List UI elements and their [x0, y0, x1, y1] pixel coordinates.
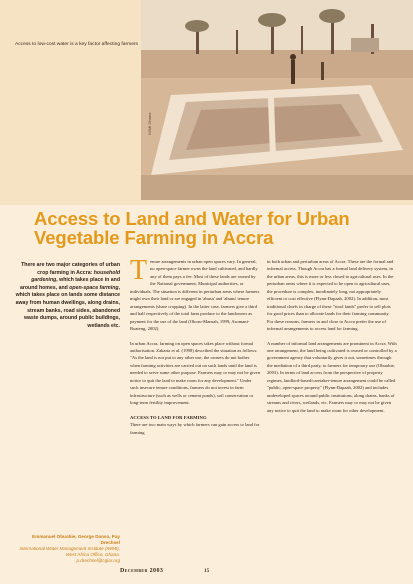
drop-cap: T [130, 255, 148, 286]
footer-page-number: 15 [204, 568, 210, 574]
body-paragraph: ACCESS TO LAND FOR FARMING There are two main ways by which farmers can gain access to land for farming [130, 414, 260, 435]
photo-caption: Access to low-cost water is a key factor affecting farmers [14, 42, 138, 47]
section-subheading: ACCESS TO LAND FOR FARMING [130, 414, 207, 420]
photo-credit: IWMI Ghana [147, 112, 152, 135]
body-column-right [267, 258, 397, 421]
article-photo [141, 0, 413, 200]
body-paragraph: Tenure arrangements in urban open spaces vary. In general, no open-space farmer owns the land cultivated, and hardly any of them pays a fee. Most of these lands are owned by the National government, Municipal authorities, or individuals. The situation is different in periurban areas where farmers might own their land or are engaged in 'abusa' and 'abunu' tenure arrangements (share cropping). In the latter case, farmers give a third and half respectively of the total farm produce to the landowner as payment for the use of the land (Okoru-Mansah, 1999; Asomani-Boateng, 2002). [130, 255, 260, 332]
body-paragraph: in both urban and periurban areas of Accra. These are the formal and informal access. Though Accra has a formal land delivery system, in the urban areas, this is more or less closed to agricultural uses. In the periurban areas where it is expected to be open to agricultural uses, the procedure is complex, inordinately long, not appropriately efficient or cost effective (Flynn-Dapaah, 2002). In addition, most traditional chiefs in charge of these "stool lands" prefer to sell plots for good prices than to allocate lands for their farming community. For these reasons, farmers in and close to Accra prefer the use of informal arrangements to access land for farming. [267, 259, 394, 332]
body-column-middle [130, 255, 260, 436]
footer-issue-date: December 2003 [120, 568, 164, 574]
author-affiliation: International Water Management Institute (IWMI), West Africa Office, Ghana. [19, 546, 120, 558]
lede-paragraph: There are two major categories of urban crop farming in Accra: household gardening, which takes place in and around homes, and open-space farming, which takes place on lands some distance away from human dwellings, along drains, stream banks, road sides, abandoned waste dumps, around public buildings, wetlands etc. [15, 262, 120, 329]
article-title: Access to Land and Water for Urban Vegetable Farming in Accra [34, 208, 350, 248]
author-names: Emmanuel Obuobie, George Danso, Pay Drechsel [32, 534, 120, 546]
author-email: p.drechsel@cgiar.org [76, 558, 120, 564]
body-paragraph: In urban Accra, farming on open spaces takes place without formal authorisation. Zakaria et al. (1998) described the situation as follows: "As the land is not put to any other use, the owners do not bother when farming activities are carried out on such lands until the land is needed to serve some other purpose. Farmers may or may not be given notice to quit the land to make room for any development." Under such insecure tenure conditions, farmers do not invest in farm infrastructure (such as wells or cement ponds), soil conservation or long-term fertility improvement. [130, 340, 260, 406]
author-block [14, 534, 120, 564]
body-paragraph: A number of informal land arrangements are prominent in Accra. With one arrangement, the land being cultivated is owned or controlled by a government agency that voluntarily gives it out, sometimes through the mediation of a third party, to farmers for temporary use (Obuobie, 2003). In terms of land access from the perspective of property regimes, landlord-based/caretaker-tenure arrangement could be called "public, open-space property" (Flynn-Dapaah, 2002) and includes undeveloped spaces around public institutions, along drains, banks of streams and rivers, wetlands, etc. Farmers may or may not be given any notice to quit the land to make room for other development. [267, 340, 397, 413]
photo-illustration [141, 0, 413, 200]
